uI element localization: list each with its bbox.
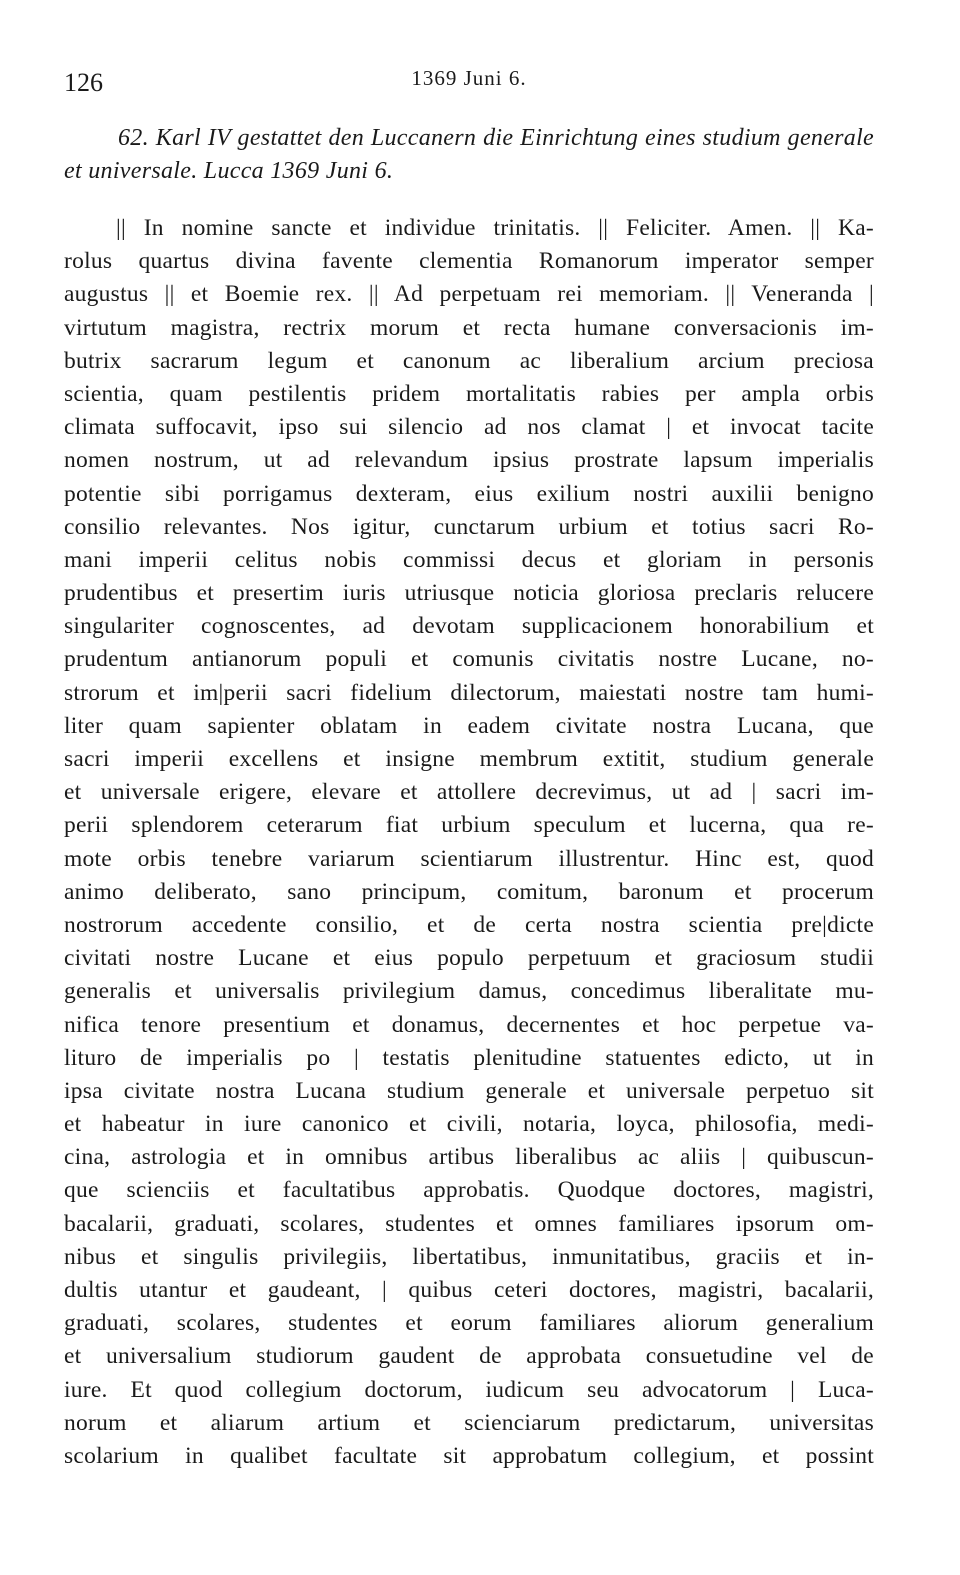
charter-body-text — [64, 212, 874, 1473]
body-line: nostrorum accedente consilio, et de certa nostra scientia pre|dicte — [64, 911, 874, 938]
body-line: scientia, quam pestilentis pridem mortalitatis rabies per ampla orbis — [64, 380, 874, 407]
body-line: et universale erigere, elevare et attollere decrevimus, ut ad | sacri im- — [64, 779, 874, 806]
body-line: et universalium studiorum gaudent de approbata consuetudine vel de — [64, 1343, 874, 1370]
body-line: rolus quartus divina favente clementia Romanorum imperator semper — [64, 248, 874, 275]
body-line: mani imperii celitus nobis commissi decus et gloriam in personis — [64, 546, 874, 573]
body-line: climata suffocavit, ipso sui silencio ad nos clamat | et invocat tacite — [64, 414, 874, 441]
body-line: graduati, scolares, studentes et eorum familiares aliorum generalium — [64, 1310, 874, 1337]
body-line: prudentibus et presertim iuris utriusque noticia gloriosa preclaris relucere — [64, 580, 874, 607]
body-line: singulariter cognoscentes, ad devotam supplicacionem honorabilium et — [64, 613, 874, 640]
body-line: ipsa civitate nostra Lucana studium generale et universale perpetuo sit — [64, 1077, 874, 1104]
body-line: iure. Et quod collegium doctorum, iudicum seu advocatorum | Luca- — [64, 1376, 874, 1403]
page-number: 126 — [64, 68, 103, 97]
body-line: strorum et im|perii sacri fidelium dilectorum, maiestati nostre tam humi- — [64, 679, 874, 706]
body-line: norum et aliarum artium et scienciarum predictarum, universitas — [64, 1409, 874, 1436]
body-line: nomen nostrum, ut ad relevandum ipsius prostrate lapsum imperialis — [64, 447, 874, 474]
body-line: nibus et singulis privilegiis, libertatibus, inmunitatibus, graciis et in- — [64, 1243, 874, 1270]
running-head — [64, 58, 874, 98]
body-line: prudentum antianorum populi et comunis civitatis nostre Lucane, no- — [64, 646, 874, 673]
body-line: lituro de imperialis po | testatis plenitudine statuentes edicto, ut in — [64, 1044, 874, 1071]
body-line: perii splendorem ceterarum fiat urbium speculum et lucerna, qua re- — [64, 812, 874, 839]
body-line: virtutum magistra, rectrix morum et recta humane conversacionis im- — [64, 314, 874, 341]
body-line: nifica tenore presentium et donamus, decernentes et hoc perpetue va- — [64, 1011, 874, 1038]
body-line: || In nomine sancte et individue trinitatis. || Feliciter. Amen. || Ka- — [116, 215, 874, 241]
body-line: dultis utantur et gaudeant, | quibus ceteri doctores, magistri, bacalarii, — [64, 1277, 874, 1303]
body-line: consilio relevantes. Nos igitur, cunctarum urbium et totius sacri Ro- — [64, 513, 874, 540]
body-line: butrix sacrarum legum et canonum ac liberalium arcium preciosa — [64, 347, 874, 374]
body-line: liter quam sapienter oblatam in eadem civitate nostra Lucana, que — [64, 712, 874, 739]
body-line: que scienciis et facultatibus approbatis. Quodque doctores, magistri, — [64, 1177, 874, 1204]
body-line: scolarium in qualibet facultate sit approbatum collegium, et possint — [64, 1442, 874, 1469]
running-head-date: 1369 Juni 6. — [411, 66, 527, 90]
body-line: potentie sibi porrigamus dexteram, eius exilium nostri auxilii benigno — [64, 480, 874, 507]
body-line: et habeatur in iure canonico et civili, notaria, loyca, philosofia, medi- — [64, 1111, 874, 1138]
body-line: augustus || et Boemie rex. || Ad perpetuam rei memoriam. || Veneranda | — [64, 281, 874, 308]
body-line: sacri imperii excellens et insigne membrum extitit, studium generale — [64, 746, 874, 772]
body-line: cina, astrologia et in omnibus artibus liberalibus ac aliis | quibuscun- — [64, 1144, 874, 1171]
body-line: generalis et universalis privilegium damus, concedimus liberalitate mu- — [64, 978, 874, 1005]
document-heading-text: Karl IV gestattet den Luccanern die Einrichtung eines studium generale et universale. Lucca 1369 Juni 6. — [64, 125, 875, 184]
body-line: civitati nostre Lucane et eius populo perpetuum et graciosum studii — [64, 945, 874, 972]
body-line: animo deliberato, sano principum, comitum, baronum et procerum — [64, 878, 874, 905]
body-line: bacalarii, graduati, scolares, studentes et omnes familiares ipsorum om- — [64, 1210, 874, 1237]
body-line: mote orbis tenebre variarum scientiarum illustrentur. Hinc est, quod — [64, 845, 874, 872]
document-number: 62. — [118, 125, 156, 151]
document-heading — [64, 122, 874, 188]
